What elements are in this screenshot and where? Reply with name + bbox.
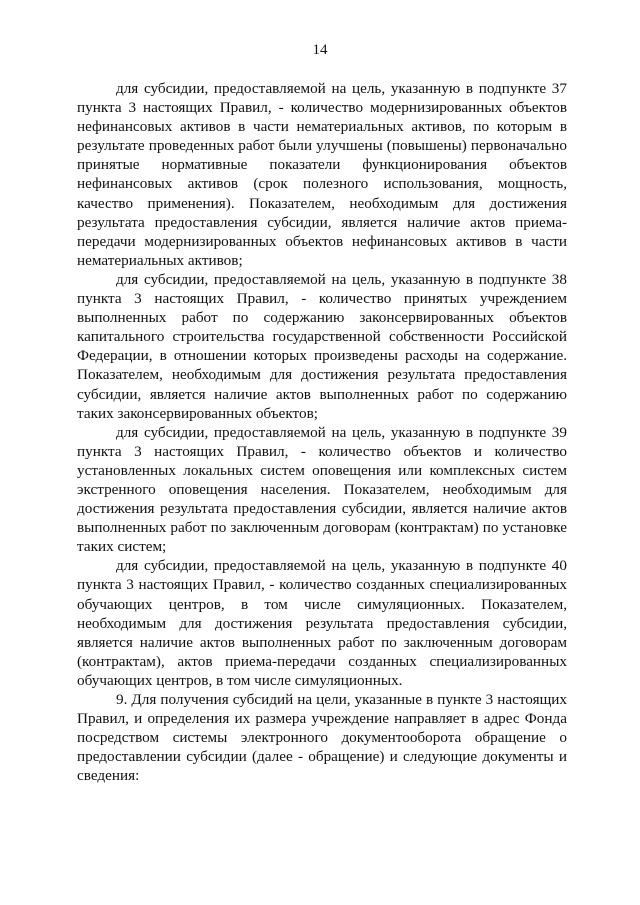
document-body	[77, 79, 567, 785]
paragraph-subsidy-37: для субсидии, предоставляемой на цель, указанную в подпункте 37 пункта 3 настоящих Правил, - количество модернизированных объектов нефинансовых активов в части нематериальных активов, по которым в результате проведенных работ были улучшены (повышены) первоначально принятые нормативные показатели функционирования объектов нефинансовых активов (срок полезного использования, мощность, качество применения). Показателем, необходимым для достижения результата предоставления субсидии, является наличие актов приема-передачи модернизированных объектов нефинансовых активов в части нематериальных активов;	[77, 80, 567, 269]
paragraph-item-9: 9. Для получения субсидий на цели, указанные в пункте 3 настоящих Правил, и определения их размера учреждение направляет в адрес Фонда посредством системы электронного документооборота обращение о предоставлении субсидии (далее - обращение) и следующие документы и сведения:	[77, 691, 567, 785]
paragraph-subsidy-40: для субсидии, предоставляемой на цель, указанную в подпункте 40 пункта 3 настоящих Правил, - количество созданных специализированных обучающих центров, в том числе симуляционных. Показателем, необходимым для достижения результата предоставления субсидии, является наличие актов выполненных работ по заключенным договорам (контрактам), актов приема-передачи созданных специализированных обучающих центров, в том числе симуляционных.	[77, 557, 567, 689]
page-number: 14	[312, 42, 328, 58]
paragraph-subsidy-39: для субсидии, предоставляемой на цель, указанную в подпункте 39 пункта 3 настоящих Правил, - количество объектов и количество установленных локальных систем оповещения или комплексных систем экстренного оповещения населения. Показателем, необходимым для достижения результата предоставления субсидии, является наличие актов выполненных работ по заключенным договорам (контрактам) по установке таких систем;	[77, 423, 567, 556]
paragraph-subsidy-38: для субсидии, предоставляемой на цель, указанную в подпункте 38 пункта 3 настоящих Правил, - количество принятых учреждением выполненных работ по содержанию законсервированных объектов капитального строительства государственной собственности Российской Федерации, в отношении которых произведены расходы на содержание. Показателем, необходимым для достижения результата предоставления субсидии, является наличие актов выполненных работ по содержанию таких законсервированных объектов;	[77, 270, 567, 422]
